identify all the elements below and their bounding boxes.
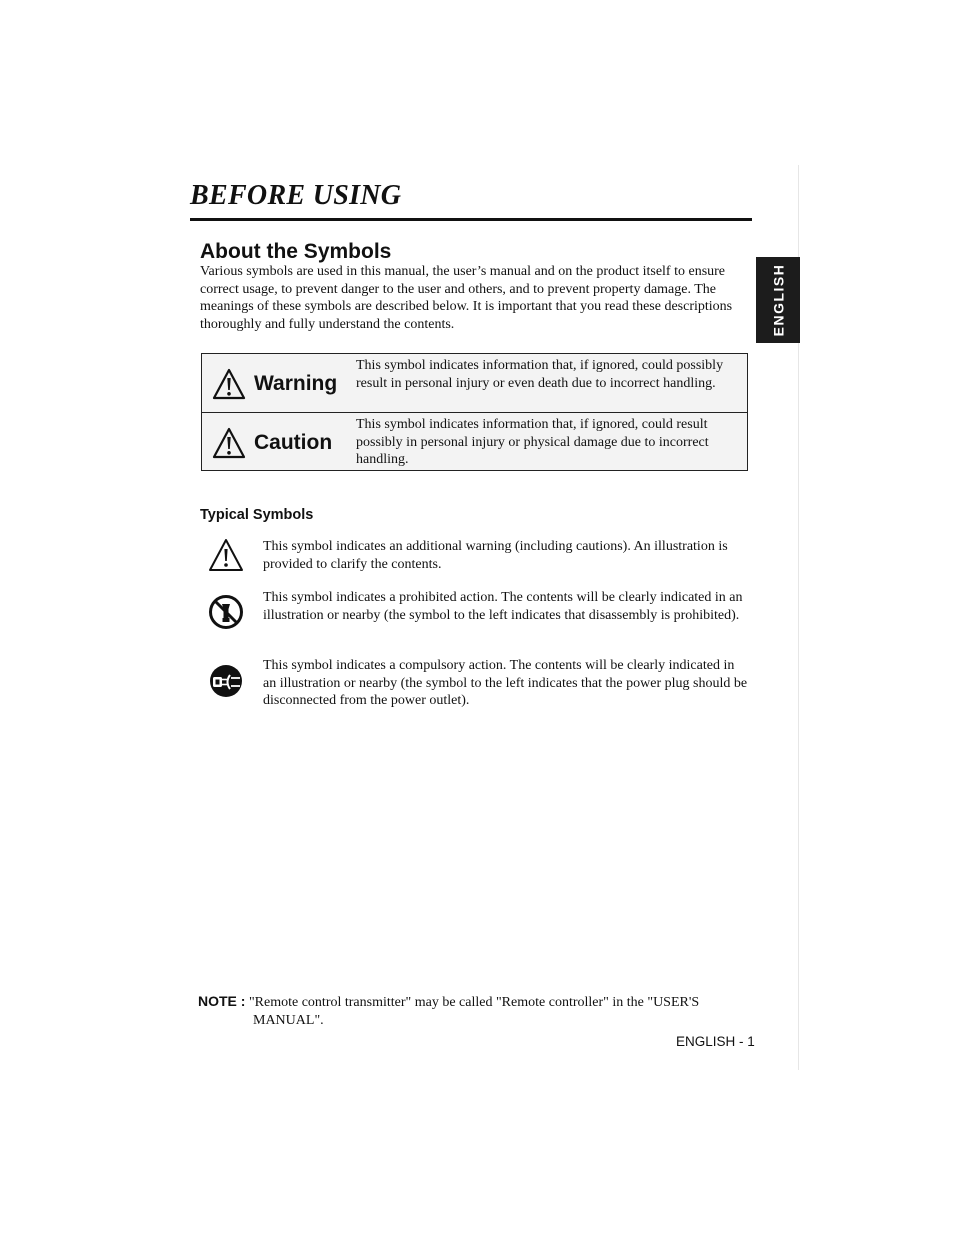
note-block <box>198 992 758 1030</box>
symbol-row-warning <box>202 354 747 412</box>
language-tab <box>756 257 800 343</box>
typical-symbol-description: This symbol indicates a compulsory action. The contents will be clearly indicated in an illustration or nearby (the symbol to the left indicates that the power plug should be disconnected from the power outlet). <box>263 658 748 708</box>
page-title: BEFORE USING <box>190 180 402 211</box>
note-text-line2: MANUAL". <box>253 1013 324 1028</box>
symbol-row-caution <box>202 412 747 471</box>
caution-label: Caution <box>254 431 333 454</box>
warning-description: This symbol indicates information that, if ignored, could possibly result in personal injury or even death due to incorrect handling. <box>356 358 724 391</box>
typical-symbol-description: This symbol indicates an additional warning (including cautions). An illustration is provided to clarify the contents. <box>263 539 728 572</box>
page-number: ENGLISH - 1 <box>676 1034 755 1049</box>
warning-triangle-icon <box>212 368 246 400</box>
typical-symbol-description: This symbol indicates a prohibited action. The contents will be clearly indicated in an illustration or nearby (the symbol to the left indicates that disassembly is prohibited). <box>263 590 743 623</box>
unplug-power-icon <box>208 663 244 699</box>
warning-triangle-icon <box>212 427 246 459</box>
caution-description: This symbol indicates information that, if ignored, could result possibly in personal injury or physical damage due to incorrect handling. <box>356 417 709 467</box>
section-heading-typical-symbols: Typical Symbols <box>200 507 314 523</box>
title-underline <box>190 218 752 221</box>
warning-triangle-icon <box>208 538 244 572</box>
no-disassembly-icon <box>208 594 244 630</box>
caution-label-group <box>212 423 332 463</box>
warning-label-group <box>212 364 337 404</box>
warning-label: Warning <box>254 372 338 395</box>
intro-paragraph: Various symbols are used in this manual, the user’s manual and on the product itself to ensure correct usage, to prevent danger to the user and others, and to prevent property damage. The meanings of these symbols are described below. It is important that you read these descriptions thoroughly and fully understand the contents. <box>200 264 733 332</box>
symbol-definition-table <box>201 353 748 471</box>
note-text-line1: "Remote control transmitter" may be called "Remote controller" in the "USER'S <box>245 995 700 1010</box>
note-label: NOTE : <box>198 993 246 1009</box>
section-heading-about-symbols: About the Symbols <box>200 240 392 263</box>
language-tab-label: ENGLISH <box>770 263 787 337</box>
